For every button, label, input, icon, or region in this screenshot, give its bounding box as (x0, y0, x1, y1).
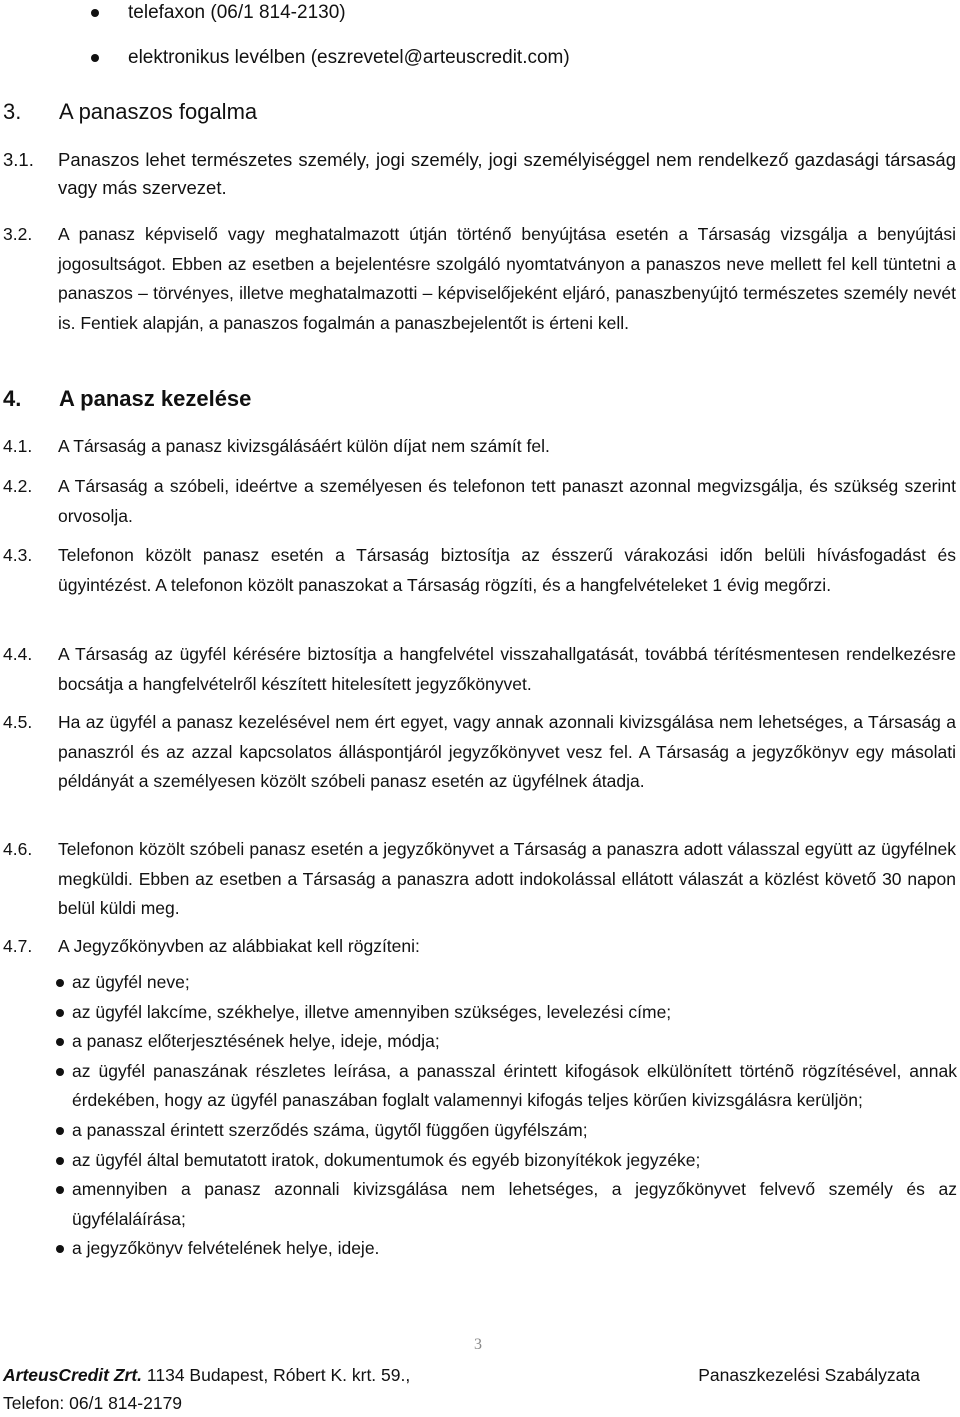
paragraph-text: A Jegyzőkönyvben az alábbiakat kell rögzíteni: (58, 936, 420, 956)
section-number: 4. (3, 386, 22, 411)
section-title: A panaszos fogalma (59, 99, 258, 124)
bullet-icon (91, 54, 99, 62)
paragraph-4-2 (3, 472, 956, 531)
list-item: az ügyfél neve; (55, 968, 957, 998)
paragraph-4-5 (3, 708, 956, 797)
paragraph-3-1 (3, 146, 956, 201)
footer-doc-title: Panaszkezelési Szabályzata (698, 1365, 920, 1385)
bullet-icon (56, 1245, 64, 1253)
bullet-icon (56, 1186, 64, 1194)
paragraph-4-4 (3, 640, 956, 699)
bullet-icon (56, 1068, 64, 1076)
footer-company: ArteusCredit Zrt. (3, 1365, 143, 1385)
paragraph-4-6 (3, 835, 956, 924)
page-footer (3, 1361, 960, 1417)
list-item: az ügyfél lakcíme, székhelye, illetve amennyiben szükséges, levelezési címe; (55, 998, 957, 1028)
section-number: 3. (3, 99, 22, 124)
paragraph-text: A Társaság a panasz kivizsgálásáért külön díjat nem számít fel. (58, 436, 550, 456)
paragraph-text: Panaszos lehet természetes személy, jogi személy, jogi személyiséggel nem rendelkező gazdasági társaság vagy más szervezet. (58, 149, 956, 198)
paragraph-4-3 (3, 541, 956, 600)
bullet-icon (56, 1009, 64, 1017)
list-item: a panasszal érintett szerződés száma, ügytől függően ügyfélszám; (55, 1116, 957, 1146)
list-item: az ügyfél panaszának részletes leírása, a panasszal érintett kifogások elkülönített történõ rögzítésével, annak érdekében, hogy az ügyfél panaszában foglalt valamennyi kifogás teljes körűen kivizsgálásra kerüljön; (55, 1057, 957, 1116)
paragraph-number: 4.3. (3, 545, 33, 565)
paragraph-number: 4.2. (3, 476, 33, 496)
paragraph-number: 4.5. (3, 712, 33, 732)
bullet-icon (56, 1127, 64, 1135)
record-items-list (55, 968, 957, 1264)
list-item: a jegyzőkönyv felvételének helye, ideje. (55, 1234, 957, 1264)
footer-row-1 (3, 1361, 960, 1389)
paragraph-text: A Társaság az ügyfél kérésére biztosítja a hangfelvétel visszahallgatását, továbbá térítésmentesen rendelkezésre bocsátja a hangfelvételről készített hitelesített jegyzőkönyvet. (58, 644, 956, 694)
bullet-icon (56, 1157, 64, 1165)
paragraph-4-7 (3, 932, 956, 962)
list-item: a panasz előterjesztésének helye, ideje, módja; (55, 1027, 957, 1057)
paragraph-text: A Társaság a szóbeli, ideértve a személyesen és telefonon tett panaszt azonnal megvizsgálja, és szükség szerint orvosolja. (58, 476, 956, 526)
paragraph-3-2 (3, 220, 956, 338)
paragraph-number: 3.1. (3, 149, 34, 170)
footer-address: 1134 Budapest, Róbert K. krt. 59., (146, 1365, 411, 1385)
footer-row-2 (3, 1389, 960, 1417)
list-item: az ügyfél által bemutatott iratok, dokumentumok és egyéb bizonyítékok jegyzéke; (55, 1146, 957, 1176)
bullet-icon (56, 979, 64, 987)
contact-item-text: telefaxon (06/1 814-2130) (128, 2, 346, 23)
footer-phone: Telefon: 06/1 814-2179 (3, 1393, 183, 1413)
paragraph-number: 4.6. (3, 839, 33, 859)
paragraph-text: Telefonon közölt szóbeli panasz esetén a jegyzőkönyvet a Társaság a panaszra adott válasszal együtt az ügyfélnek megküldi. Ebben az esetben a Társaság a panaszra adott indokolással ellátott válaszát a közlést követő 30 napon belül küldi meg. (58, 839, 956, 919)
paragraph-number: 4.4. (3, 644, 33, 664)
paragraph-text: A panasz képviselő vagy meghatalmazott útján történő benyújtása esetén a Társaság vizsgálja a benyújtási jogosultságot. Ebben az esetben a bejelentésre szolgáló nyomtatványon a panaszos neve mellett fel kell tüntetni a panaszos – törvényes, illetve meghatalmazotti – képviselőjeként eljáró, panaszbenyújtó természetes személy nevét is. Fentiek alapján, a panaszos fogalmán a panaszbejelentőt is érteni kell. (58, 224, 956, 333)
paragraph-number: 4.7. (3, 936, 33, 956)
paragraph-4-1 (3, 432, 956, 462)
list-item: amennyiben a panasz azonnali kivizsgálása nem lehetséges, a jegyzőkönyvet felvevő személy és az ügyfélaláírása; (55, 1175, 957, 1234)
paragraph-number: 4.1. (3, 436, 33, 456)
bullet-icon (91, 9, 99, 17)
paragraph-number: 3.2. (3, 224, 33, 244)
paragraph-text: Telefonon közölt panasz esetén a Társaság biztosítja az ésszerű várakozási időn belüli hívásfogadást és ügyintézést. A telefonon közölt panaszokat a Társaság rögzíti, és a hangfelvételeket 1 évig megőrzi. (58, 545, 956, 595)
page-number: 3 (474, 1336, 482, 1353)
paragraph-text: Ha az ügyfél a panasz kezelésével nem ért egyet, vagy annak azonnali kivizsgálása nem lehetséges, a Társaság a panaszról és az azzal kapcsolatos álláspontjáról jegyzőkönyvet vesz fel. A Társaság a jegyzőkönyv egy másolati példányát a személyesen közölt szóbeli panasz esetén az ügyfélnek átadja. (58, 712, 956, 792)
contact-item-text: elektronikus levélben (eszrevetel@arteuscredit.com) (128, 47, 570, 68)
bullet-icon (56, 1038, 64, 1046)
section-title: A panasz kezelése (59, 386, 252, 411)
